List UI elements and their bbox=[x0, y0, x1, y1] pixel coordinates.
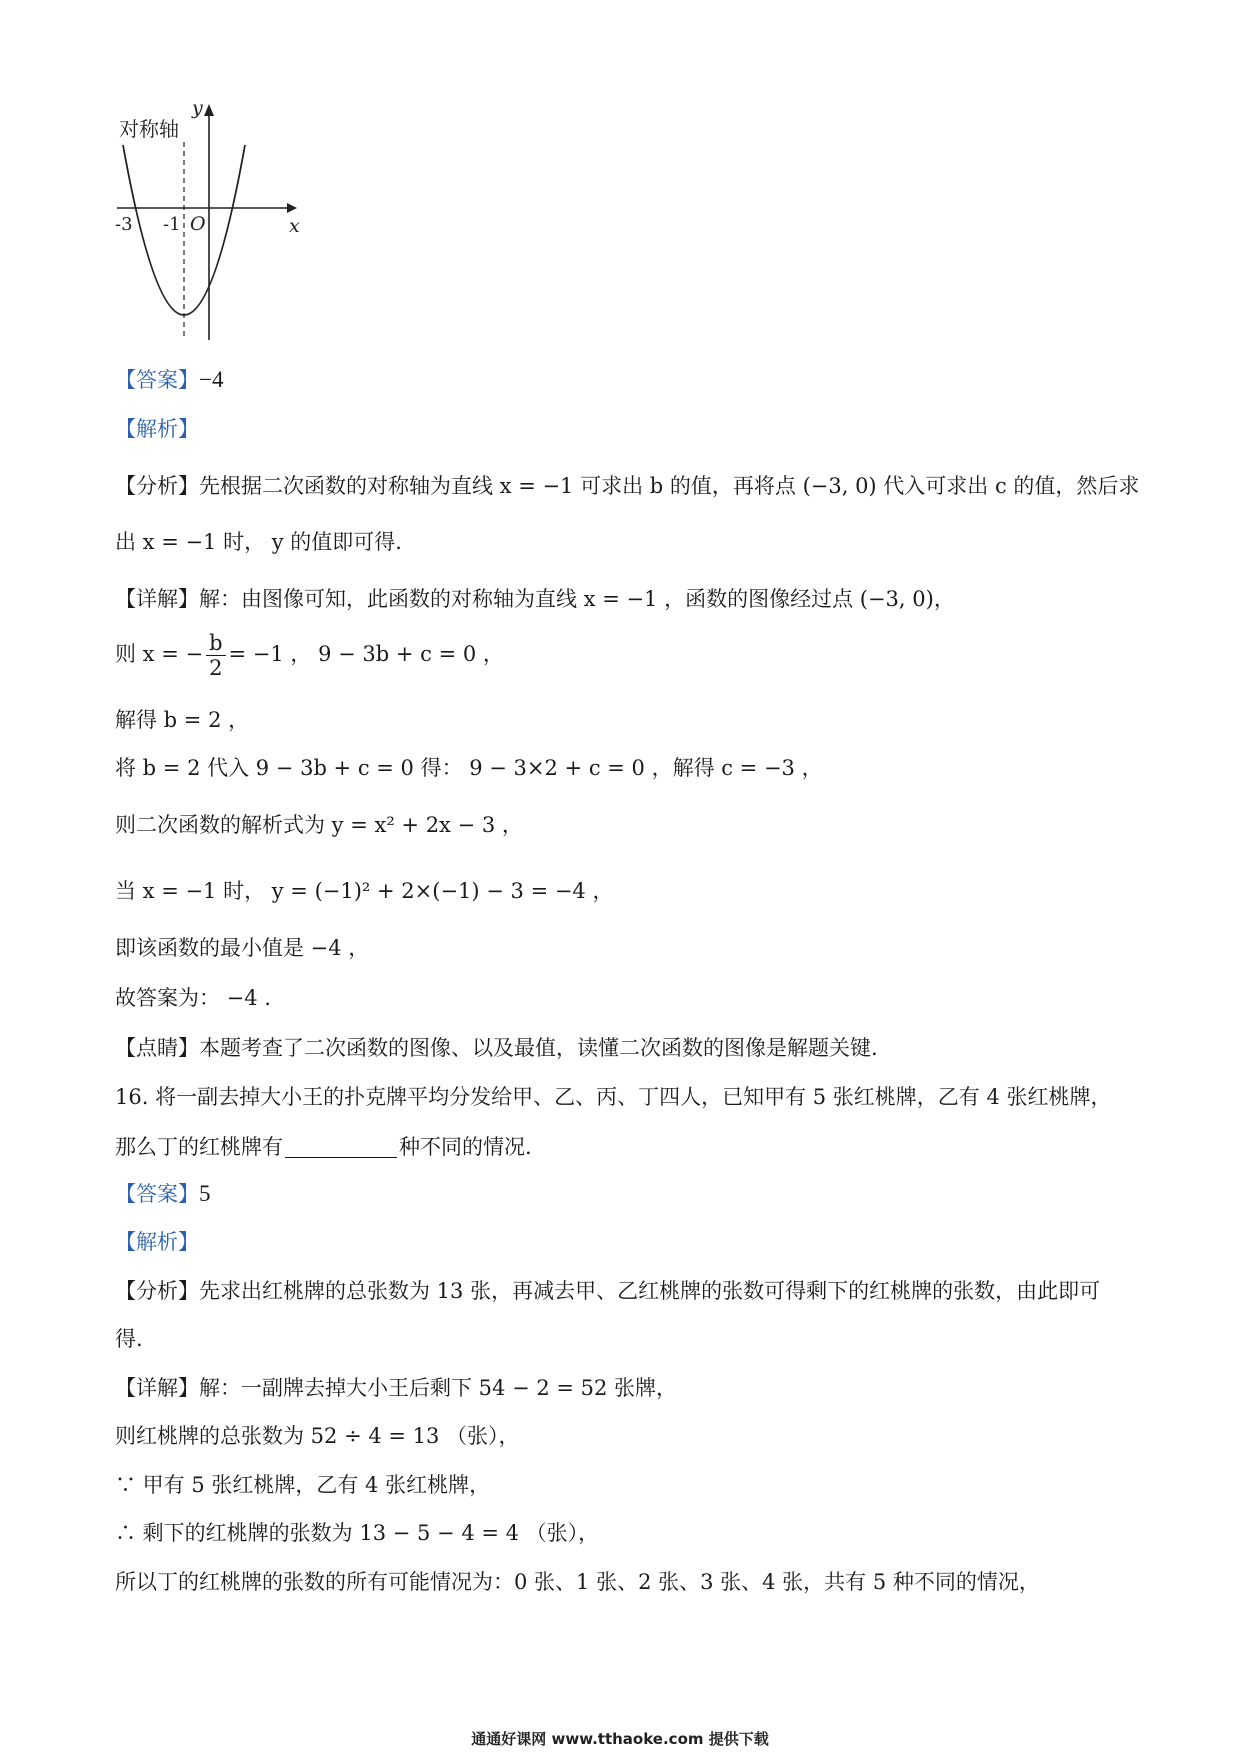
q15-fenxi-line-1 bbox=[115, 472, 1139, 500]
xiangjie-tag: 【详解】 bbox=[115, 587, 199, 611]
q15-step1-pre: 则 x = − bbox=[115, 642, 204, 666]
answer-tag: 【答案】 bbox=[115, 368, 199, 392]
fenxi-tag: 【分析】 bbox=[115, 474, 199, 498]
analysis-tag: 【解析】 bbox=[115, 417, 199, 441]
analysis-tag: 【解析】 bbox=[115, 1230, 199, 1254]
q15-xiangjie-1: 解：由图像可知，此函数的对称轴为直线 x = −1 ，函数的图像经过点 (−3, 0)， bbox=[199, 587, 955, 611]
q16-question-2a: 那么丁的红桃牌有 bbox=[115, 1135, 283, 1159]
q15-step4-line bbox=[115, 811, 523, 839]
q15-fenxi-line-2 bbox=[115, 528, 402, 556]
q16-step1: 则红桃牌的总张数为 52 ÷ 4 = 13 （张）， bbox=[115, 1424, 520, 1448]
q15-step7-line bbox=[115, 984, 271, 1012]
q16-step2: ∵ 甲有 5 张红桃牌，乙有 4 张红桃牌， bbox=[115, 1473, 491, 1497]
q16-step4: 所以丁的红桃牌的张数的所有可能情况为：0 张、1 张、2 张、3 张、4 张，共有 5 种不同的情况， bbox=[115, 1570, 1040, 1594]
fraction-b-over-2 bbox=[206, 631, 225, 680]
q15-fenxi-1: 先根据二次函数的对称轴为直线 x = −1 可求出 b 的值，再将点 (−3, 0) 代入可求出 c 的值，然后求 bbox=[199, 474, 1140, 498]
q16-question-line-2 bbox=[115, 1133, 532, 1161]
q16-step4-line bbox=[115, 1568, 1040, 1596]
tick-neg1: -1 bbox=[163, 214, 181, 235]
q15-step6: 即该函数的最小值是 −4 ， bbox=[115, 936, 370, 960]
q15-step3: 将 b = 2 代入 9 − 3b + c = 0 得： 9 − 3×2 + c = 0 ，解得 c = −3 ， bbox=[115, 756, 823, 780]
q15-answer: −4 bbox=[199, 367, 224, 392]
parabola-figure bbox=[115, 100, 305, 350]
q16-step1-line bbox=[115, 1422, 520, 1450]
q16-analysis-line bbox=[115, 1228, 199, 1256]
q15-dianjing-line bbox=[115, 1034, 878, 1062]
q15-step5-line bbox=[115, 877, 613, 905]
origin-label: O bbox=[190, 213, 206, 235]
q15-step2-line bbox=[115, 706, 249, 734]
answer-tag: 【答案】 bbox=[115, 1182, 199, 1206]
q16-xiangjie-line bbox=[115, 1374, 677, 1402]
q16-fenxi-line-2 bbox=[115, 1325, 143, 1353]
q15-analysis-line bbox=[115, 415, 199, 443]
q16-step2-line bbox=[115, 1471, 490, 1499]
q16-fenxi-1: 先求出红桃牌的总张数为 13 张，再减去甲、乙红桃牌的张数可得剩下的红桃牌的张数，由此即可 bbox=[199, 1279, 1101, 1303]
fraction-denominator: 2 bbox=[209, 656, 223, 680]
q15-step1-post: = −1 ， 9 − 3b + c = 0 ， bbox=[228, 642, 504, 666]
y-label: y bbox=[192, 100, 203, 119]
q15-dianjing: 本题考查了二次函数的图像、以及最值，读懂二次函数的图像是解题关键. bbox=[199, 1036, 878, 1060]
y-axis-arrow bbox=[204, 104, 214, 116]
sym-axis-label: 对称轴 bbox=[119, 117, 179, 141]
xiangjie-tag: 【详解】 bbox=[115, 1376, 199, 1400]
q15-step3-line bbox=[115, 754, 823, 782]
page-footer: 通通好课网 www.tthaoke.com 提供下载 bbox=[471, 1730, 769, 1748]
q16-step3: ∴ 剩下的红桃牌的张数为 13 − 5 − 4 = 4 （张）， bbox=[115, 1521, 600, 1545]
q16-question-1: 16. 将一副去掉大小王的扑克牌平均分发给甲、乙、丙、丁四人，已知甲有 5 张红桃牌，乙有 4 张红桃牌， bbox=[115, 1085, 1112, 1109]
q16-xiangjie-1: 解：一副牌去掉大小王后剩下 54 − 2 = 52 张牌， bbox=[199, 1376, 678, 1400]
fraction-numerator: b bbox=[206, 631, 225, 656]
q15-step7: 故答案为： −4 . bbox=[115, 986, 271, 1010]
q15-answer-line bbox=[115, 366, 223, 394]
x-axis-arrow bbox=[287, 203, 297, 213]
dianjing-tag: 【点睛】 bbox=[115, 1036, 199, 1060]
x-label: x bbox=[289, 215, 300, 237]
answer-blank bbox=[285, 1135, 397, 1158]
q15-xiangjie-line bbox=[115, 585, 955, 613]
q15-step1-line bbox=[115, 630, 504, 680]
q15-step2: 解得 b = 2 ， bbox=[115, 708, 250, 732]
q16-answer: 5 bbox=[199, 1181, 211, 1206]
q16-fenxi-line-1 bbox=[115, 1277, 1100, 1305]
q16-question-line-1 bbox=[115, 1083, 1112, 1111]
q16-step3-line bbox=[115, 1519, 599, 1547]
q15-step5: 当 x = −1 时， y = (−1)² + 2×(−1) − 3 = −4 ， bbox=[115, 879, 614, 903]
q15-step6-line bbox=[115, 934, 369, 962]
q15-step4: 则二次函数的解析式为 y = x² + 2x − 3 ， bbox=[115, 813, 523, 837]
fenxi-tag: 【分析】 bbox=[115, 1279, 199, 1303]
q16-answer-line bbox=[115, 1180, 211, 1208]
tick-neg3: -3 bbox=[115, 214, 133, 235]
q16-fenxi-2: 得. bbox=[115, 1327, 143, 1351]
q16-question-2b: 种不同的情况. bbox=[399, 1135, 532, 1159]
q15-fenxi-2: 出 x = −1 时， y 的值即可得. bbox=[115, 530, 402, 554]
